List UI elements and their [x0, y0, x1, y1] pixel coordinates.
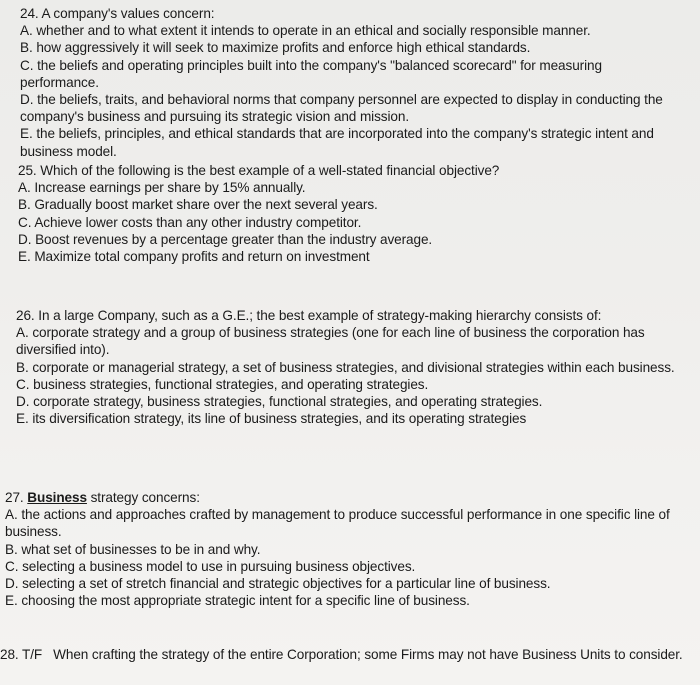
question-24: [20, 5, 670, 160]
question-25-option-b: B. Gradually boost market share over the next several years.: [18, 197, 378, 213]
question-28-text: 28. T/F When crafting the strategy of the entire Corporation; some Firms may not have Business Units to consider.: [0, 647, 683, 662]
question-26-option-c: C. business strategies, functional strategies, and operating strategies.: [16, 376, 429, 392]
question-26-stem: 26. In a large Company, such as a G.E.; the best example of strategy-making hierarchy consists of:: [16, 308, 602, 323]
question-27-stem-text: strategy concerns:: [86, 490, 200, 505]
question-27-keyword: Business: [27, 490, 87, 505]
question-28: [0, 646, 695, 663]
question-27: [5, 489, 695, 609]
question-25: [18, 162, 678, 265]
question-24-stem: 24. A company's values concern:: [20, 6, 215, 21]
question-24-option-e: E. the beliefs, principles, and ethical standards that are incorporated into the company's strategic intent and business model.: [20, 126, 654, 159]
question-26-option-e: E. its diversification strategy, its line of business strategies, and its operating strategies: [16, 411, 527, 427]
question-27-option-c: C. selecting a business model to use in pursuing business objectives.: [5, 558, 416, 574]
question-25-option-e: E. Maximize total company profits and return on investment: [18, 249, 370, 265]
question-24-option-b: B. how aggressively it will seek to maximize profits and enforce high ethical standards.: [20, 40, 531, 56]
question-25-stem: 25. Which of the following is the best example of a well-stated financial objective?: [18, 163, 500, 178]
question-27-option-d: D. selecting a set of stretch financial and strategic objectives for a particular line of business.: [5, 576, 551, 592]
question-27-option-e: E. choosing the most appropriate strategic intent for a specific line of business.: [5, 593, 470, 609]
question-26-option-a: A. corporate strategy and a group of business strategies (one for each line of business the corporation has diversified into).: [16, 325, 645, 358]
question-26: [16, 307, 684, 427]
question-24-option-a: A. whether and to what extent it intends to operate in an ethical and socially responsible manner.: [20, 23, 591, 39]
question-27-number: 27.: [5, 490, 28, 505]
question-25-option-c: C. Achieve lower costs than any other industry competitor.: [18, 214, 362, 230]
question-27-option-a: A. the actions and approaches crafted by management to produce successful performance in one specific line of business.: [5, 507, 670, 540]
question-27-stem: [5, 489, 695, 506]
question-26-option-b: B. corporate or managerial strategy, a set of business strategies, and divisional strategies within each business.: [16, 359, 675, 375]
question-27-option-b: B. what set of businesses to be in and why.: [5, 541, 261, 557]
question-24-option-c: C. the beliefs and operating principles built into the company's "balanced scorecard" for measuring performance.: [20, 57, 602, 90]
question-24-option-d: D. the beliefs, traits, and behavioral norms that company personnel are expected to display in conducting the company's business and pursuing its strategic vision and mission.: [20, 92, 663, 125]
question-26-option-d: D. corporate strategy, business strategies, functional strategies, and operating strategies.: [16, 394, 543, 410]
question-25-option-a: A. Increase earnings per share by 15% annually.: [18, 180, 306, 196]
question-25-option-d: D. Boost revenues by a percentage greater than the industry average.: [18, 231, 433, 247]
